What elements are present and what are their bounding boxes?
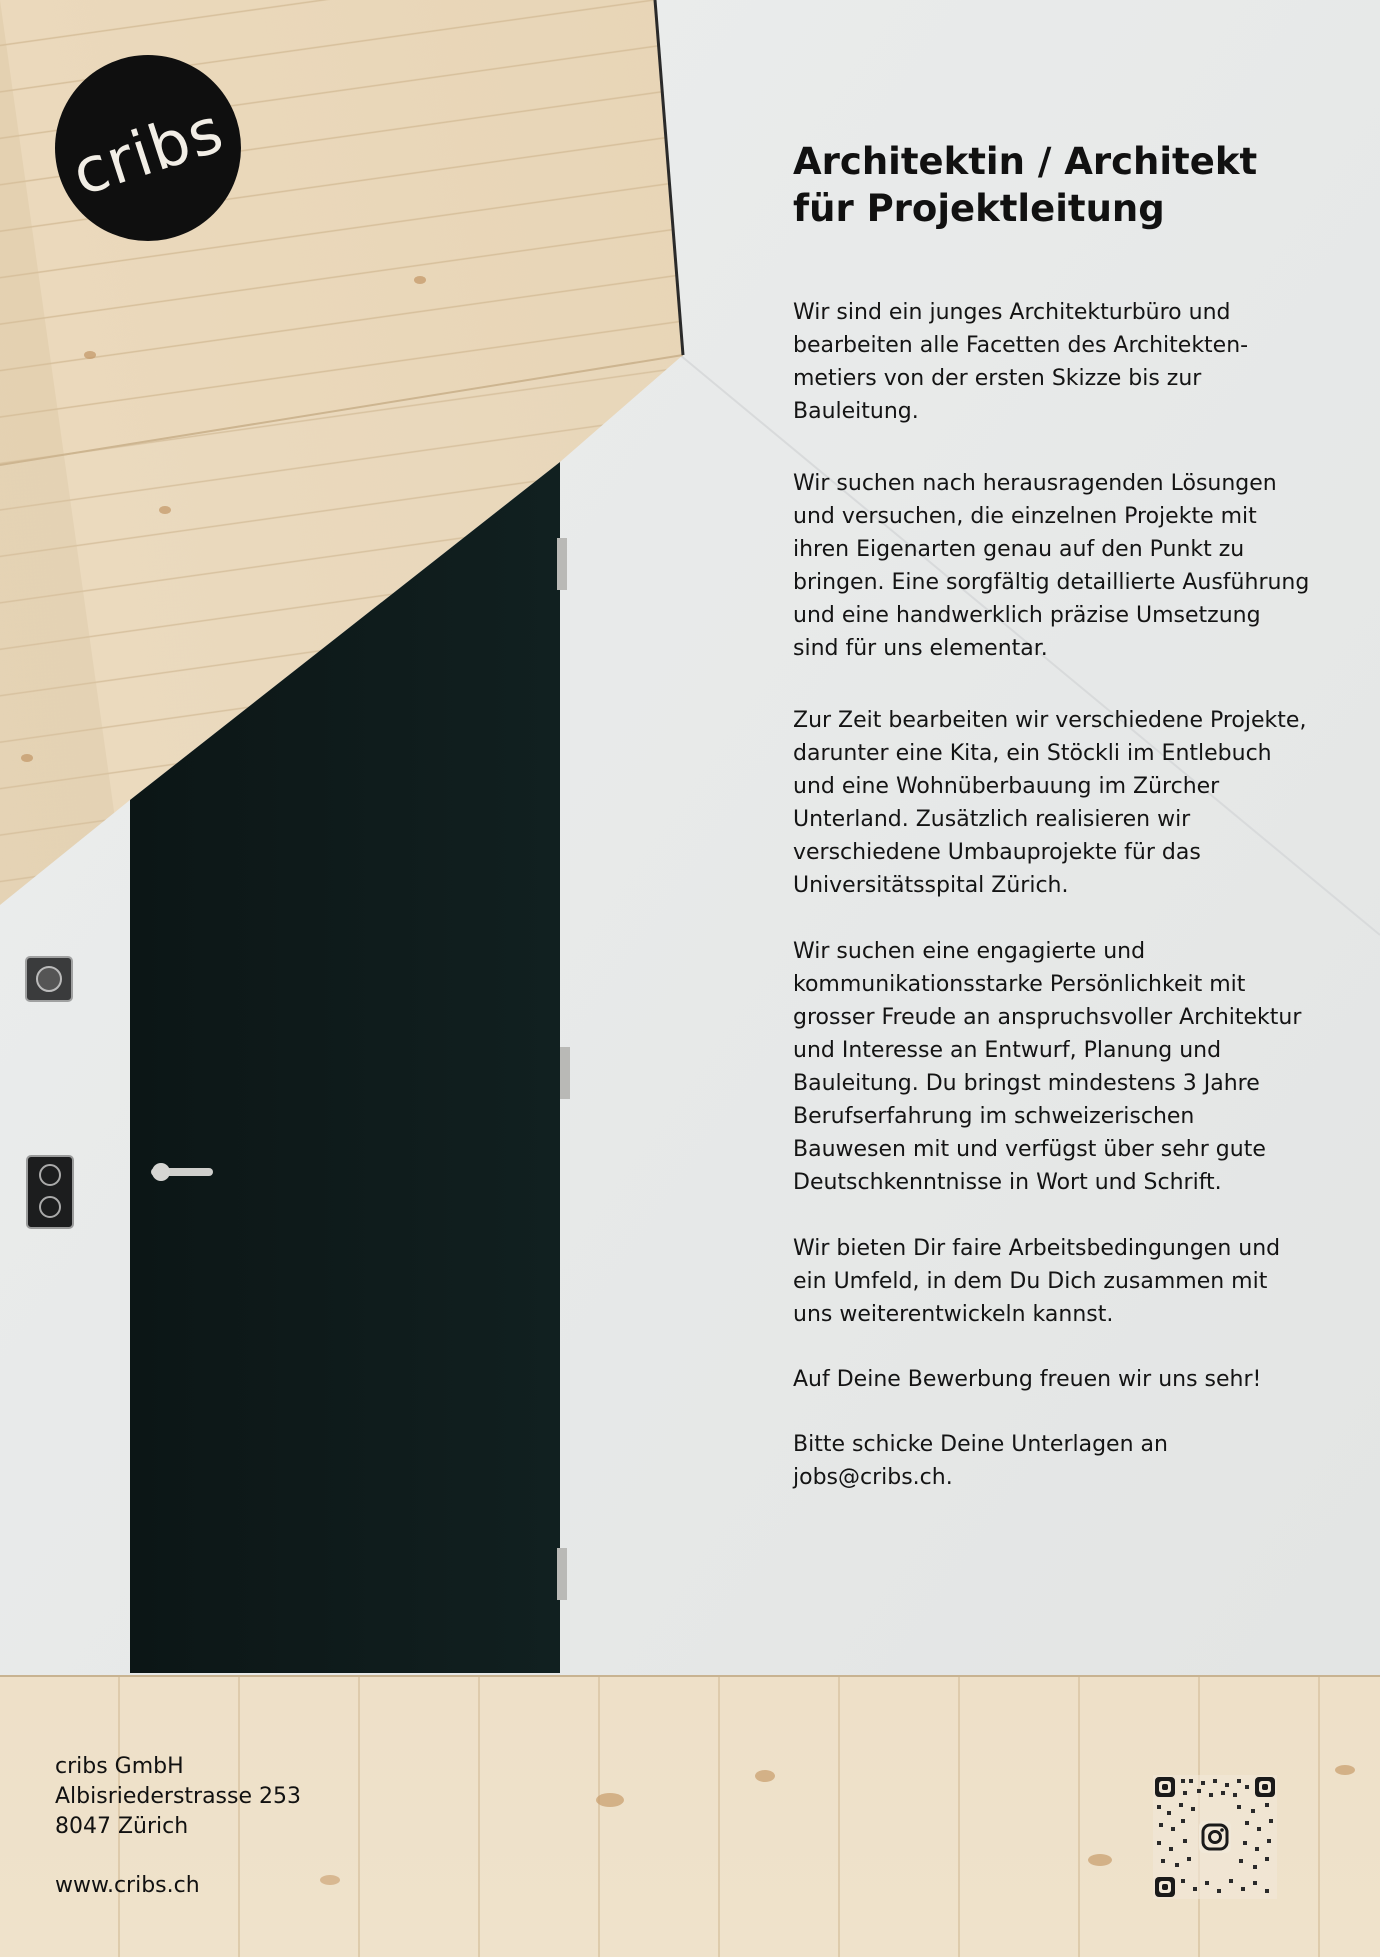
company-website: www.cribs.ch — [55, 1873, 200, 1898]
job-description — [793, 296, 1313, 1494]
cribs-logo — [55, 55, 241, 241]
company-address — [55, 1752, 301, 1842]
job-title-line1: Architektin / Architekt — [793, 140, 1258, 183]
logo-text: cribs — [63, 92, 233, 210]
paragraph-offer: Wir bieten Dir faire Arbeitsbedingungen und ein Umfeld, in dem Du Dich zusammen mit uns weiterentwickeln kannst. — [793, 1236, 1281, 1327]
instagram-icon — [1198, 1820, 1232, 1854]
job-title-line2: für Projektleitung — [793, 187, 1165, 230]
paragraph-intro: Wir sind ein junges Architekturbüro und bearbeiten alle Facetten des Architekten-metiers von der ersten Skizze bis zur Bauleitung. — [793, 300, 1249, 424]
paragraph-contact-email: Bitte schicke Deine Unterlagen an jobs@cribs.ch. — [793, 1432, 1168, 1490]
company-name: cribs GmbH — [55, 1754, 184, 1779]
paragraph-projects: Zur Zeit bearbeiten wir verschiedene Projekte, darunter eine Kita, ein Stöckli im Entlebuch und eine Wohnüberbauung im Zürcher Unterland. Zusätzlich realisieren wir verschiedene Umbauprojekte für das Universitätsspital Zürich. — [793, 708, 1307, 898]
paragraph-closing: Auf Deine Bewerbung freuen wir uns sehr! — [793, 1367, 1262, 1392]
job-title — [793, 138, 1313, 232]
company-city: 8047 Zürich — [55, 1814, 189, 1839]
company-street: Albisriederstrasse 253 — [55, 1784, 301, 1809]
paragraph-requirements: Wir suchen eine engagierte und kommunikationsstarke Persönlichkeit mit grosser Freude an anspruchsvoller Architektur und Interesse an Entwurf, Planung und Bauleitung. Du bringst mindestens 3 Jahre Berufserfahrung im schweizerischen Bauwesen mit und verfügst über sehr gute Deutschkenntnisse in Wort und Schrift. — [793, 939, 1302, 1195]
paragraph-approach: Wir suchen nach herausragenden Lösungen und versuchen, die einzelnen Projekte mit ihren Eigenarten genau auf den Punkt zu bringen. Eine sorgfältig detaillierte Ausführung und eine handwerklich präzise Umsetzung sind für uns elementar. — [793, 471, 1310, 661]
